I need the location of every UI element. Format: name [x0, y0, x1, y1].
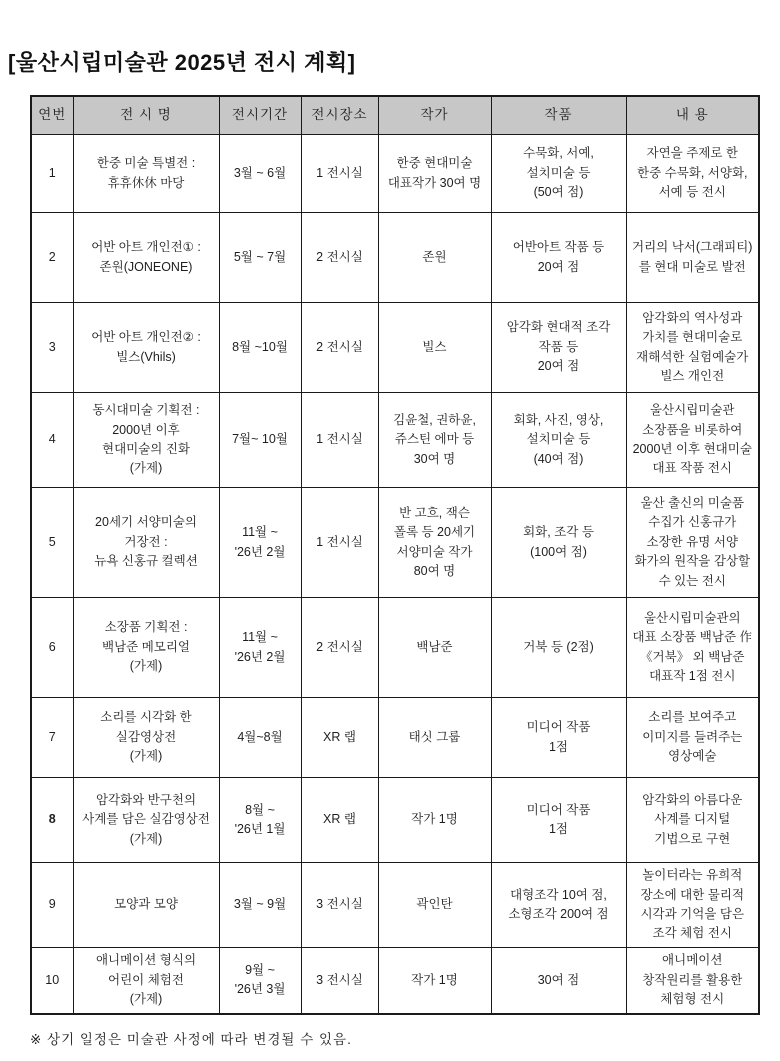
- cell-text-line: 소형조각 200여 점: [508, 907, 609, 921]
- cell-text-line: 20여 점: [537, 359, 580, 374]
- cell-text-line: 9월 ~: [245, 962, 275, 977]
- cell-text-line: 암각화의 역사성과: [642, 310, 743, 325]
- cell-venue: [301, 488, 378, 598]
- cell-text-line: 백남준: [416, 639, 453, 654]
- cell-text-line: 거장전 :: [124, 534, 168, 549]
- cell-artworks: [491, 778, 626, 863]
- cell-no: 9: [31, 863, 73, 948]
- cell-venue: [301, 948, 378, 1014]
- cell-text-line: 빌스(Vhils): [116, 349, 176, 364]
- cell-text-line: 장소에 대한 물리적: [640, 887, 745, 902]
- table-row: [31, 135, 759, 213]
- cell-text-line: 어린이 체험전: [108, 972, 184, 987]
- cell-artist: [378, 135, 491, 213]
- cell-description: [626, 303, 759, 393]
- cell-text-line: 애니메이션: [662, 953, 723, 968]
- cell-text-line: 1 전시실: [316, 534, 363, 549]
- cell-text-line: 기법으로 구현: [654, 831, 731, 846]
- cell-text-line: 이미지를 들려주는: [642, 729, 743, 744]
- cell-text-line: 2 전시실: [316, 249, 363, 264]
- table-row: [31, 863, 759, 948]
- cell-artworks: [491, 488, 626, 598]
- cell-text-line: 뉴욕 신홍규 컬렉션: [94, 554, 198, 569]
- column-header: 전시장소: [301, 96, 378, 135]
- cell-text-line: (50여 점): [533, 185, 584, 200]
- cell-text-line: 서예 등 전시: [658, 185, 726, 200]
- cell-text-line: 회화, 조각 등: [523, 525, 594, 540]
- cell-text-line: 작가 1명: [411, 812, 458, 827]
- cell-period: [219, 213, 301, 303]
- cell-text-line: 작가 1명: [411, 972, 458, 987]
- cell-text-line: 소장한 유명 서양: [646, 534, 738, 549]
- cell-text-line: 쥬스틴 에마 등: [394, 432, 475, 447]
- table-row: [31, 948, 759, 1014]
- cell-venue: [301, 135, 378, 213]
- cell-text-line: 어반 아트 개인전① :: [91, 240, 201, 255]
- cell-text-line: 모양과 모양: [114, 897, 178, 912]
- cell-text-line: '26년 2월: [234, 649, 286, 664]
- cell-text-line: 소리를 보여주고: [648, 710, 737, 725]
- cell-text-line: 8월 ~10월: [232, 339, 288, 354]
- cell-description: [626, 778, 759, 863]
- cell-description: [626, 135, 759, 213]
- cell-no: 8: [31, 778, 73, 863]
- cell-text-line: 거북 등 (2점): [523, 639, 594, 654]
- cell-text-line: 20세기 서양미술의: [95, 515, 197, 530]
- cell-no: 5: [31, 488, 73, 598]
- cell-text-line: 소장품을 비롯하여: [642, 422, 743, 437]
- cell-text-line: 실감영상전: [115, 729, 177, 744]
- cell-period: [219, 863, 301, 948]
- cell-text-line: 사계를 디지털: [654, 812, 731, 827]
- cell-no: 4: [31, 393, 73, 488]
- cell-text-line: (가제): [129, 831, 163, 846]
- cell-text-line: 빌스 개인전: [660, 368, 725, 383]
- cell-text-line: 11월 ~: [242, 525, 278, 540]
- cell-exhibition-name: [73, 598, 219, 698]
- cell-artist: [378, 393, 491, 488]
- cell-text-line: 서양미술 작가: [396, 544, 473, 559]
- cell-text-line: 8월 ~: [245, 802, 275, 817]
- cell-exhibition-name: [73, 303, 219, 393]
- cell-artist: [378, 488, 491, 598]
- cell-text-line: 미디어 작품: [526, 720, 591, 735]
- table-row: [31, 213, 759, 303]
- cell-text-line: 영상예술: [668, 749, 717, 764]
- table-row: [31, 598, 759, 698]
- cell-description: [626, 488, 759, 598]
- cell-text-line: 울산시립미술관: [649, 403, 735, 418]
- cell-text-line: 작품 등: [538, 339, 579, 354]
- cell-text-line: (100여 점): [530, 544, 587, 559]
- cell-text-line: 대표 소장품 백남준 作: [632, 630, 753, 645]
- cell-text-line: 회화, 사진, 영상,: [513, 412, 604, 427]
- cell-text-line: 11월 ~: [242, 630, 278, 645]
- column-header: 전시기간: [219, 96, 301, 135]
- cell-artworks: [491, 393, 626, 488]
- cell-text-line: XR 랩: [323, 729, 356, 744]
- column-header: 작품: [491, 96, 626, 135]
- cell-text-line: 김윤철, 권하윤,: [393, 412, 476, 427]
- cell-artist: [378, 948, 491, 1014]
- cell-no: 10: [31, 948, 73, 1014]
- table-row: [31, 303, 759, 393]
- cell-text-line: 태싯 그룹: [408, 729, 461, 744]
- cell-venue: [301, 863, 378, 948]
- cell-venue: [301, 598, 378, 698]
- cell-text-line: 3월 ~ 9월: [233, 897, 287, 912]
- cell-text-line: 1점: [548, 739, 569, 754]
- cell-text-line: '26년 2월: [234, 544, 286, 559]
- cell-text-line: 자연을 주제로 한: [646, 146, 738, 161]
- cell-text-line: 대형조각 10여 점,: [510, 887, 607, 902]
- cell-text-line: (가제): [129, 461, 163, 476]
- exhibition-table: [30, 95, 760, 1015]
- cell-text-line: 수묵화, 서예,: [523, 146, 594, 161]
- cell-artist: [378, 778, 491, 863]
- cell-exhibition-name: [73, 393, 219, 488]
- cell-text-line: 2000년 이후: [112, 422, 180, 437]
- cell-artist: [378, 698, 491, 778]
- cell-period: [219, 303, 301, 393]
- cell-text-line: 대표작 1점 전시: [649, 668, 736, 683]
- cell-text-line: (가제): [129, 749, 163, 764]
- cell-text-line: 80여 명: [413, 563, 456, 578]
- cell-text-line: 존원: [422, 249, 447, 264]
- cell-description: [626, 393, 759, 488]
- cell-text-line: 암각화 현대적 조각: [506, 320, 611, 335]
- cell-text-line: 암각화의 아름다운: [642, 792, 743, 807]
- cell-text-line: 30여 점: [537, 972, 580, 987]
- cell-text-line: 미디어 작품: [526, 802, 591, 817]
- table-row: [31, 488, 759, 598]
- cell-text-line: 암각화와 반구천의: [95, 792, 197, 807]
- cell-text-line: 휴휴休休 마당: [107, 175, 185, 190]
- cell-text-line: 조각 체험 전시: [652, 926, 732, 941]
- cell-text-line: 3 전시실: [316, 897, 363, 912]
- cell-venue: [301, 393, 378, 488]
- cell-text-line: 폴록 등 20세기: [393, 525, 476, 540]
- cell-text-line: 소리를 시각화 한: [100, 710, 192, 725]
- cell-text-line: 동시대미술 기획전 :: [92, 403, 200, 418]
- cell-text-line: 《거북》 외 백남준: [640, 649, 745, 664]
- cell-text-line: (가제): [129, 991, 163, 1006]
- cell-exhibition-name: [73, 135, 219, 213]
- cell-text-line: 체험형 전시: [660, 991, 725, 1006]
- cell-exhibition-name: [73, 778, 219, 863]
- column-header: 작가: [378, 96, 491, 135]
- cell-text-line: 소장품 기획전 :: [104, 620, 188, 635]
- cell-text-line: 애니메이션 형식의: [95, 953, 197, 968]
- cell-period: [219, 698, 301, 778]
- column-header: 전 시 명: [73, 96, 219, 135]
- cell-period: [219, 488, 301, 598]
- cell-period: [219, 778, 301, 863]
- table-row: [31, 393, 759, 488]
- cell-text-line: 2 전시실: [316, 339, 363, 354]
- cell-period: [219, 598, 301, 698]
- page-title: [울산시립미술관 2025년 전시 계획]: [8, 50, 356, 75]
- cell-text-line: 대표 작품 전시: [652, 461, 732, 476]
- cell-text-line: 7월~ 10월: [232, 432, 288, 447]
- cell-venue: [301, 303, 378, 393]
- cell-no: 2: [31, 213, 73, 303]
- cell-text-line: 2000년 이후 현대미술: [632, 442, 752, 456]
- cell-text-line: 대표작가 30여 명: [387, 175, 482, 190]
- cell-no: 6: [31, 598, 73, 698]
- cell-period: [219, 135, 301, 213]
- cell-text-line: 수집가 신홍규가: [648, 515, 737, 530]
- cell-text-line: 수 있는 전시: [658, 573, 726, 588]
- cell-text-line: 한중 수묵화, 서양화,: [637, 165, 748, 180]
- cell-venue: [301, 698, 378, 778]
- cell-artworks: [491, 213, 626, 303]
- cell-artist: [378, 598, 491, 698]
- cell-text-line: 존원(JONEONE): [99, 259, 193, 274]
- cell-text-line: 설치미술 등: [526, 432, 591, 447]
- cell-text-line: 설치미술 등: [526, 165, 591, 180]
- cell-exhibition-name: [73, 213, 219, 303]
- cell-exhibition-name: [73, 863, 219, 948]
- cell-text-line: (가제): [129, 659, 163, 674]
- cell-text-line: 어반 아트 개인전② :: [91, 330, 201, 345]
- cell-text-line: 한중 미술 특별전 :: [96, 156, 196, 171]
- cell-description: [626, 213, 759, 303]
- table-row: [31, 698, 759, 778]
- cell-artworks: [491, 135, 626, 213]
- cell-venue: [301, 213, 378, 303]
- cell-description: [626, 698, 759, 778]
- cell-text-line: 화가의 원작을 감상할: [634, 554, 751, 569]
- cell-text-line: 창작원리를 활용한: [642, 972, 743, 987]
- cell-text-line: 빌스: [422, 339, 447, 354]
- cell-text-line: 울산 출신의 미술품: [640, 496, 745, 511]
- cell-artworks: [491, 598, 626, 698]
- cell-venue: [301, 778, 378, 863]
- cell-text-line: 울산시립미술관의: [643, 610, 741, 625]
- cell-text-line: 한중 현대미술: [396, 156, 473, 171]
- cell-period: [219, 393, 301, 488]
- cell-text-line: 백남준 메모리얼: [102, 639, 190, 654]
- cell-text-line: 를 현대 미술로 발전: [638, 259, 746, 274]
- cell-text-line: 30여 명: [413, 451, 456, 466]
- cell-artworks: [491, 863, 626, 948]
- cell-artist: [378, 863, 491, 948]
- cell-exhibition-name: [73, 698, 219, 778]
- cell-text-line: 5월 ~ 7월: [233, 249, 287, 264]
- footnote: ※ 상기 일정은 미술관 사정에 따라 변경될 수 있음.: [30, 1032, 352, 1047]
- cell-text-line: 어반아트 작품 등: [512, 240, 605, 255]
- cell-description: [626, 948, 759, 1014]
- cell-text-line: 재해석한 실험예술가: [636, 349, 749, 364]
- cell-text-line: (40여 점): [533, 451, 584, 466]
- cell-text-line: 시각과 기억을 담은: [640, 907, 745, 921]
- cell-text-line: 반 고흐, 잭슨: [399, 505, 470, 520]
- cell-text-line: 1 전시실: [316, 165, 363, 180]
- cell-text-line: XR 랩: [323, 812, 356, 827]
- cell-artworks: [491, 948, 626, 1014]
- cell-text-line: 곽인탄: [416, 897, 453, 912]
- cell-text-line: 놀이터라는 유희적: [642, 868, 743, 883]
- cell-text-line: 거리의 낙서(그래피티): [632, 240, 753, 255]
- cell-text-line: '26년 3월: [234, 982, 286, 997]
- cell-no: 1: [31, 135, 73, 213]
- cell-description: [626, 598, 759, 698]
- cell-text-line: '26년 1월: [234, 822, 286, 836]
- column-header: 연번: [31, 96, 73, 135]
- header-row: [31, 96, 759, 135]
- cell-text-line: 사계를 담은 실감영상전: [82, 812, 210, 827]
- cell-exhibition-name: [73, 948, 219, 1014]
- cell-text-line: 현대미술의 진화: [102, 442, 190, 456]
- cell-artworks: [491, 698, 626, 778]
- cell-period: [219, 948, 301, 1014]
- cell-description: [626, 863, 759, 948]
- cell-text-line: 3월 ~ 6월: [233, 165, 287, 180]
- cell-text-line: 3 전시실: [316, 972, 363, 987]
- cell-exhibition-name: [73, 488, 219, 598]
- cell-artist: [378, 303, 491, 393]
- cell-text-line: 4월~8월: [237, 729, 283, 744]
- cell-no: 3: [31, 303, 73, 393]
- cell-text-line: 1 전시실: [316, 432, 363, 447]
- cell-text-line: 2 전시실: [316, 639, 363, 654]
- column-header: 내 용: [626, 96, 759, 135]
- table-row: [31, 778, 759, 863]
- cell-text-line: 20여 점: [537, 259, 580, 274]
- cell-text-line: 가치를 현대미술로: [642, 330, 743, 345]
- cell-artworks: [491, 303, 626, 393]
- cell-no: 7: [31, 698, 73, 778]
- cell-artist: [378, 213, 491, 303]
- cell-text-line: 1점: [548, 822, 569, 836]
